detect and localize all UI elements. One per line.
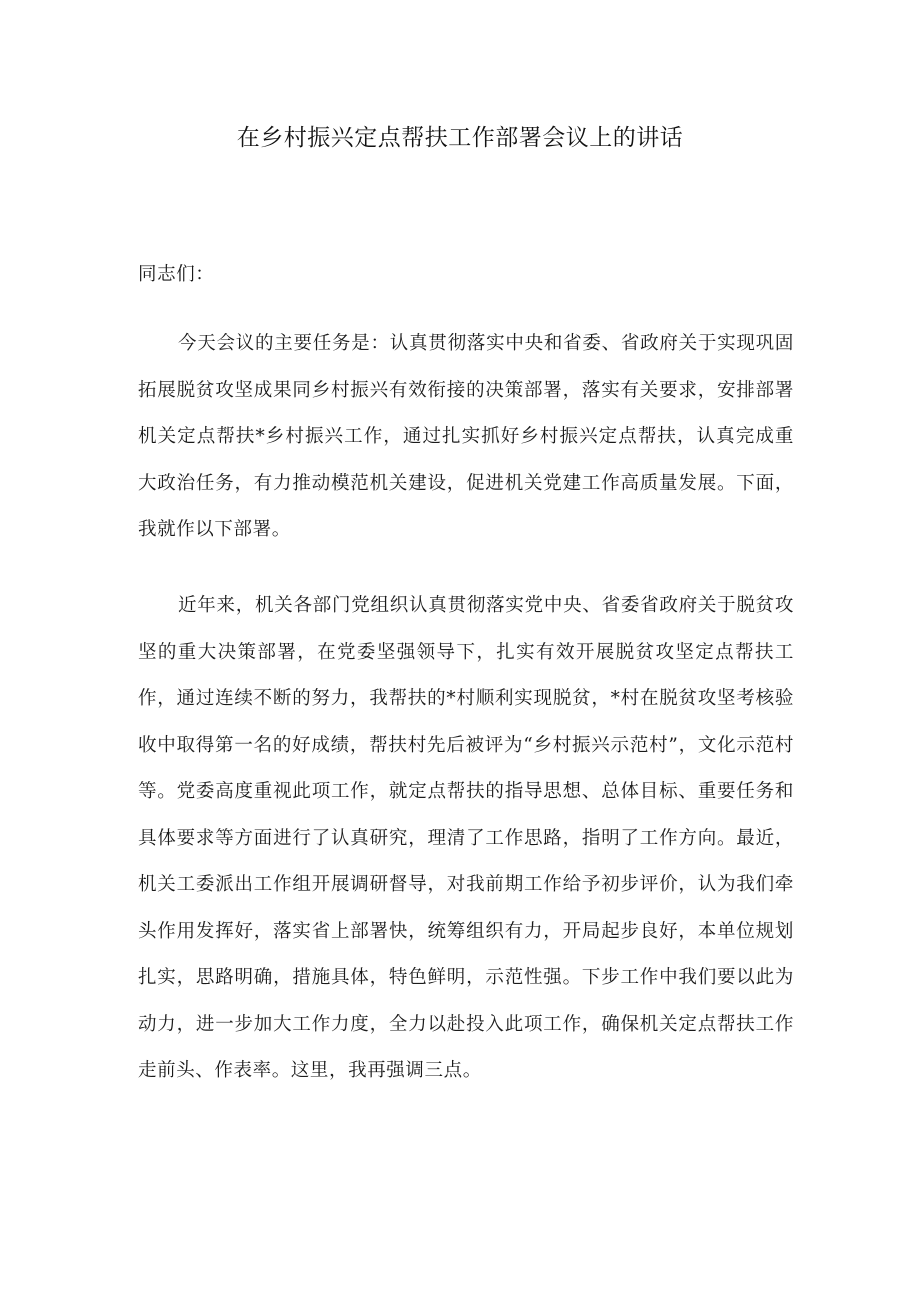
document-title: 在乡村振兴定点帮扶工作部署会议上的讲话 (236, 125, 684, 151)
salutation: 同志们： (138, 264, 215, 285)
paragraph-2: 近年来，机关各部门党组织认真贯彻落实党中央、省委省政府关于脱贫攻坚的重大决策部署，在党委坚强领导下，扎实有效开展脱贫攻坚定点帮扶工作，通过连续不断的努力，我帮扶的*村顺利实现脱贫，*村在脱贫攻坚考核验收中取得第一名的好成绩，帮扶村先后被评为“乡村振兴示范村”，文化示范村等。党委高度重视此项工作，就定点帮扶的指导思想、总体目标、重要任务和具体要求等方面进行了认真研究，理清了工作思路，指明了工作方向。最近，机关工委派出工作组开展调研督导，对我前期工作给予初步评价，认为我们牵头作用发挥好，落实省上部署快，统筹组织有力，开局起步良好，本单位规划扎实，思路明确，措施具体，特色鲜明，示范性强。下步工作中我们要以此为动力，进一步加大工作力度，全力以赴投入此项工作，确保机关定点帮扶工作走前头、作表率。这里，我再强调三点。 (138, 595, 794, 1081)
paragraph-1: 今天会议的主要任务是：认真贯彻落实中央和省委、省政府关于实现巩固拓展脱贫攻坚成果同乡村振兴有效衔接的决策部署，落实有关要求，安排部署机关定点帮扶*乡村振兴工作，通过扎实抓好乡村振兴定点帮扶，认真完成重大政治任务，有力推动模范机关建设，促进机关党建工作高质量发展。下面，我就作以下部署。 (138, 333, 794, 540)
